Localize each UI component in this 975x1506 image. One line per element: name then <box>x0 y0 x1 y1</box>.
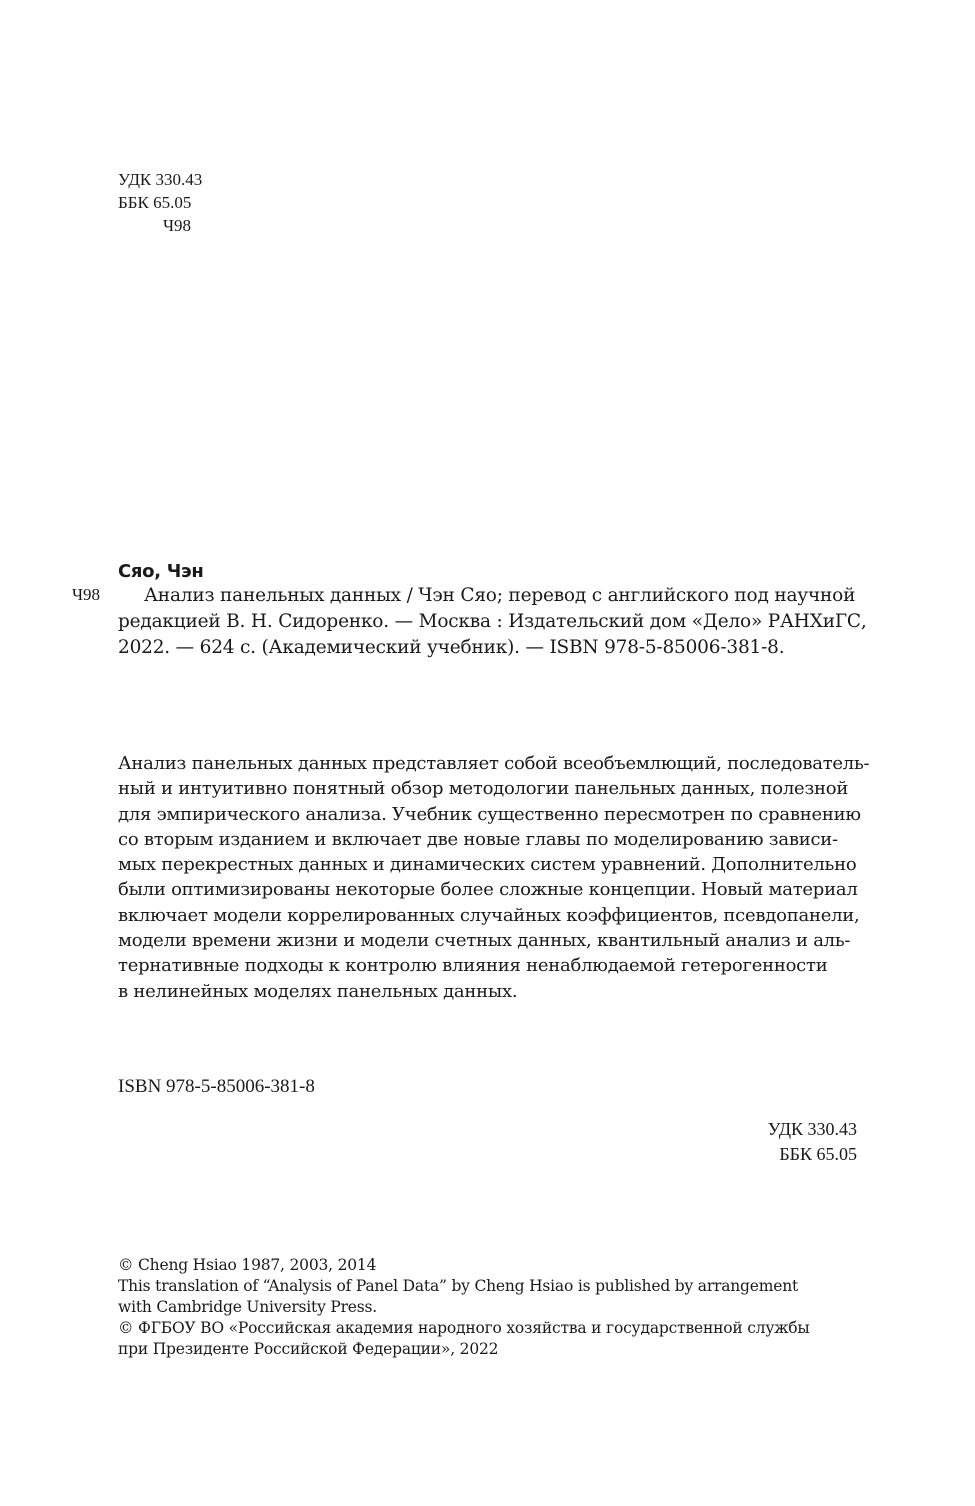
annotation-line: ный и интуитивно понятный обзор методологии панельных данных, полезной <box>118 778 849 800</box>
bib-line: Анализ панельных данных / Чэн Сяо; перевод с английского под научной <box>144 585 856 606</box>
classification-block-bottom <box>768 1117 857 1167</box>
copyright-line: при Президенте Российской Федерации», 2022 <box>118 1340 499 1358</box>
annotation-line: со вторым изданием и включает две новые главы по моделированию зависи- <box>118 828 838 850</box>
annotation-line: мых перекрестных данных и динамических систем уравнений. Дополнительно <box>118 854 857 876</box>
copyright-line: This translation of “Analysis of Panel Data” by Cheng Hsiao is published by arrangement <box>118 1277 799 1295</box>
annotation-line: модели времени жизни и модели счетных данных, квантильный анализ и аль- <box>118 930 851 952</box>
copyright-block <box>118 1255 810 1360</box>
annotation-line: тернативные подходы к контролю влияния ненаблюдаемой гетерогенности <box>118 955 828 977</box>
isbn-number: ISBN 978-5-85006-381-8 <box>118 1076 315 1097</box>
annotation-line: были оптимизированы некоторые более сложные концепции. Новый материал <box>118 879 858 901</box>
annotation-line: Анализ панельных данных представляет собой всеобъемлющий, последователь- <box>118 753 870 774</box>
udk-code: УДК 330.43 <box>767 1119 857 1139</box>
bibliographic-description <box>118 583 867 661</box>
cutter-code-margin: Ч98 <box>72 585 101 604</box>
author-heading: Сяо, Чэн <box>118 561 204 582</box>
annotation-line: включает модели коррелированных случайных коэффициентов, псевдопанели, <box>118 904 860 926</box>
bib-line: редакцией В. Н. Сидоренко. — Москва : Издательский дом «Дело» РАНХиГС, <box>118 611 867 632</box>
copyright-line: © Cheng Hsiao 1987, 2003, 2014 <box>118 1256 377 1274</box>
annotation-line: для эмпирического анализа. Учебник существенно пересмотрен по сравнению <box>118 803 861 825</box>
bbk-code: ББК 65.05 <box>118 193 192 212</box>
copyright-line: with Cambridge University Press. <box>118 1298 378 1316</box>
annotation-paragraph <box>118 751 870 1004</box>
bib-line: 2022. — 624 с. (Академический учебник). — ISBN 978-5-85006-381-8. <box>118 637 785 658</box>
cutter-code: Ч98 <box>163 216 192 235</box>
bbk-code: ББК 65.05 <box>779 1144 857 1164</box>
annotation-line: в нелинейных моделях панельных данных. <box>118 980 518 1002</box>
classification-block-top <box>118 168 202 237</box>
copyright-line: © ФГБОУ ВО «Российская академия народного хозяйства и государственной службы <box>118 1319 810 1337</box>
udk-code: УДК 330.43 <box>118 170 203 189</box>
